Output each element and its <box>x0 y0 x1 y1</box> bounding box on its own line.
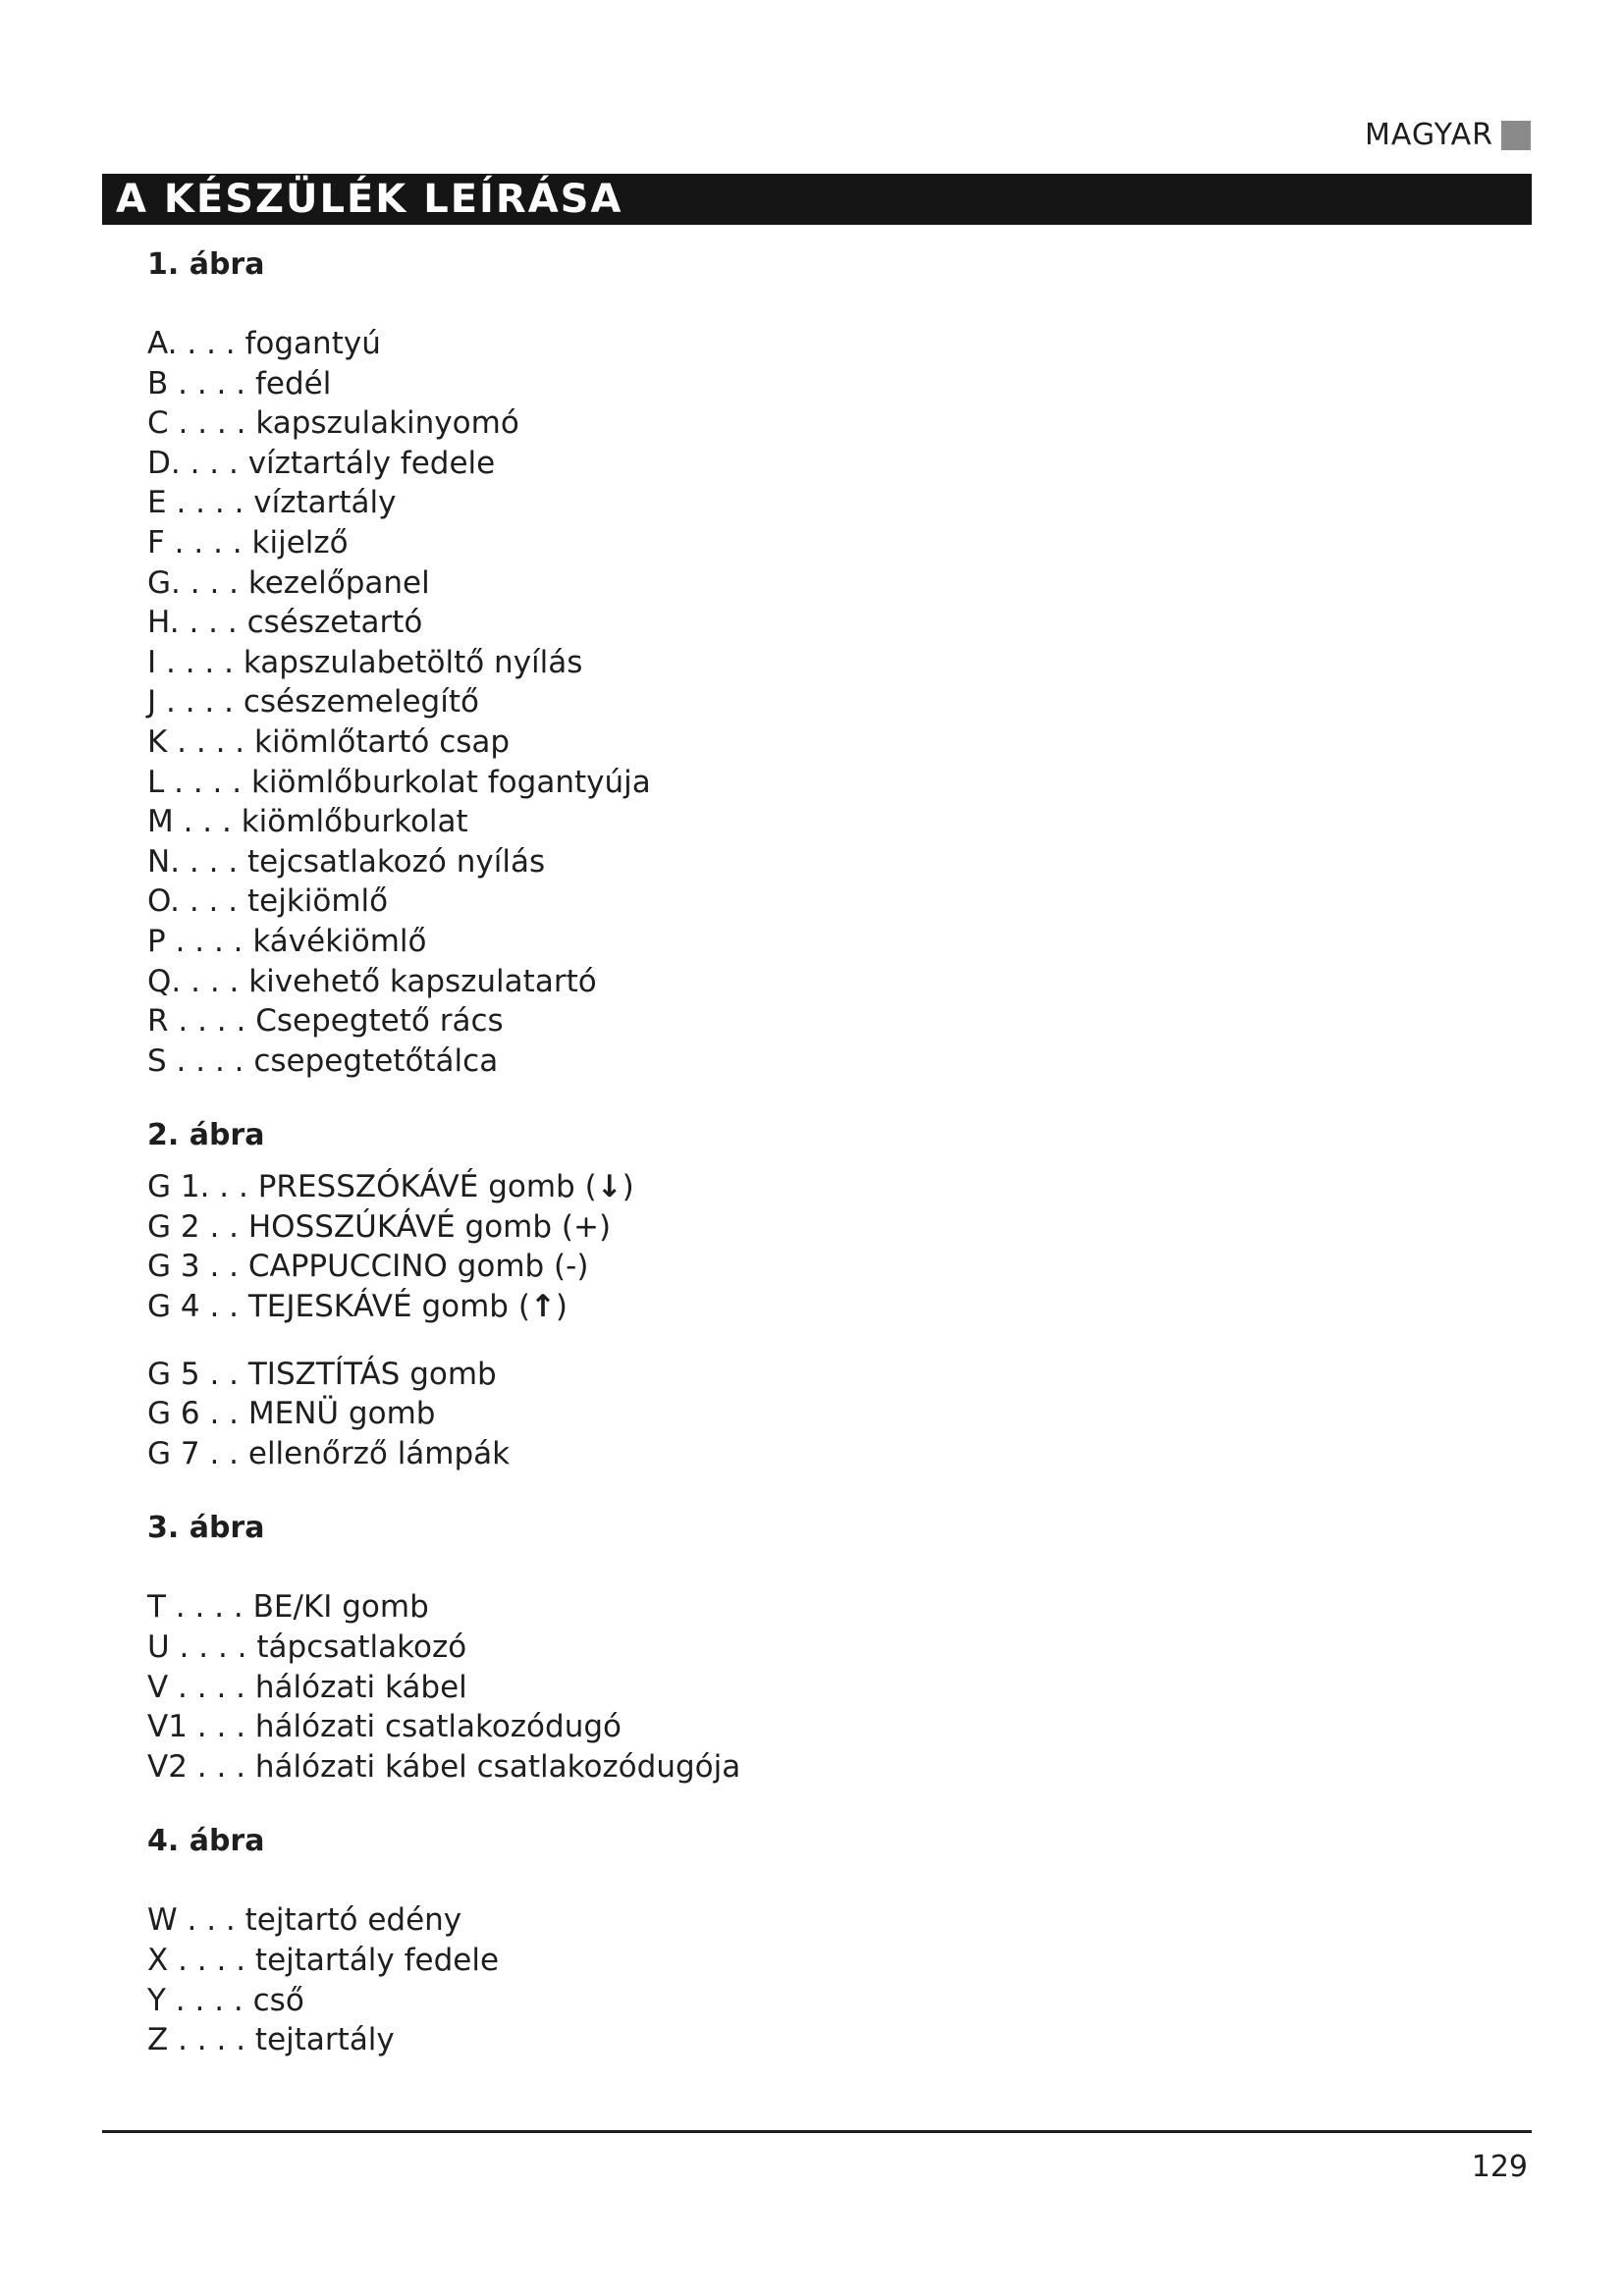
list-item: G. . . . kezelőpanel <box>147 564 430 601</box>
list-item <box>147 1207 1424 1248</box>
section-heading-fig3: 3. ábra <box>147 1511 265 1546</box>
list-item: G 6 . . MENÜ gomb <box>147 1396 436 1432</box>
arrow-up-icon: ↑ <box>529 1289 556 1325</box>
list-item: N. . . . tejcsatlakozó nyílás <box>147 843 546 880</box>
button-list-fig2-a <box>147 1167 1424 1326</box>
footer-divider <box>102 2130 1532 2133</box>
section-heading-fig4: 4. ábra <box>147 1824 265 1859</box>
list-item: M . . . kiömlőburkolat <box>147 804 468 840</box>
list-item <box>147 1167 1424 1207</box>
list-item: A. . . . fogantyú <box>147 326 381 361</box>
page-title: A KÉSZÜLÉK LEÍRÁSA <box>116 177 623 222</box>
page-number: 129 <box>1471 2150 1528 2184</box>
list-item: P . . . . kávékiömlő <box>147 923 427 959</box>
list-item: U . . . . tápcsatlakozó <box>147 1629 467 1666</box>
list-item: E . . . . víztartály <box>147 485 397 521</box>
list-item: D. . . . víztartály fedele <box>147 445 496 481</box>
part-list-fig3 <box>147 1587 1424 1787</box>
list-item-text: G 1. . . PRESSZÓKÁVÉ gomb ( <box>147 1169 597 1205</box>
list-item: T . . . . BE/KI gomb <box>147 1589 429 1626</box>
list-item: Y . . . . cső <box>147 1982 304 2018</box>
list-item <box>147 1247 1424 1287</box>
list-item: F . . . . kijelző <box>147 524 349 561</box>
list-item: K . . . . kiömlőtartó csap <box>147 723 511 760</box>
list-item: J . . . . csészemelegítő <box>147 684 479 721</box>
list-item: V . . . . hálózati kábel <box>147 1669 467 1705</box>
list-item: V1 . . . hálózati csatlakozódugó <box>147 1709 622 1745</box>
list-item: O. . . . tejkiömlő <box>147 883 389 920</box>
list-item: C . . . . kapszulakinyomó <box>147 405 519 442</box>
list-item-text: G 4 . . TEJESKÁVÉ gomb ( <box>147 1289 530 1325</box>
list-item <box>147 1287 1424 1327</box>
part-list-fig4 <box>147 1900 1424 2059</box>
title-bar <box>102 174 1532 225</box>
list-item: L . . . . kiömlőburkolat fogantyúja <box>147 764 651 800</box>
part-list-fig1 <box>147 324 1424 1081</box>
list-item: H. . . . csészetartó <box>147 605 423 641</box>
list-item-text: G 3 . . CAPPUCCINO gomb (-) <box>147 1249 589 1285</box>
list-item-end: ) <box>555 1289 568 1325</box>
arrow-down-icon: ↓ <box>596 1169 623 1205</box>
section-heading-fig2: 2. ábra <box>147 1118 265 1153</box>
language-text: MAGYAR <box>1365 118 1493 152</box>
list-item: Q. . . . kivehető kapszulatartó <box>147 963 597 999</box>
list-item: G 7 . . ellenőrző lámpák <box>147 1435 511 1471</box>
button-list-fig2-b <box>147 1355 1424 1474</box>
list-item: I . . . . kapszulabetöltő nyílás <box>147 644 583 680</box>
content <box>147 245 1424 2060</box>
list-item: B . . . . fedél <box>147 365 332 401</box>
language-marker-square <box>1501 121 1531 150</box>
list-item: R . . . . Csepegtető rács <box>147 1003 504 1040</box>
language-label <box>1365 118 1531 152</box>
list-item: Z . . . . tejtartály <box>147 2022 395 2058</box>
list-item: X . . . . tejtartály fedele <box>147 1943 500 1978</box>
list-item: G 5 . . TISZTÍTÁS gomb <box>147 1356 497 1392</box>
list-item: S . . . . csepegtetőtálca <box>147 1042 499 1079</box>
list-item: V2 . . . hálózati kábel csatlakozódugója <box>147 1748 741 1785</box>
list-item-end: ) <box>622 1169 634 1205</box>
section-heading-fig1: 1. ábra <box>147 247 265 282</box>
list-item-text: G 2 . . HOSSZÚKÁVÉ gomb (+) <box>147 1208 612 1245</box>
list-item: W . . . tejtartó edény <box>147 1902 462 1939</box>
